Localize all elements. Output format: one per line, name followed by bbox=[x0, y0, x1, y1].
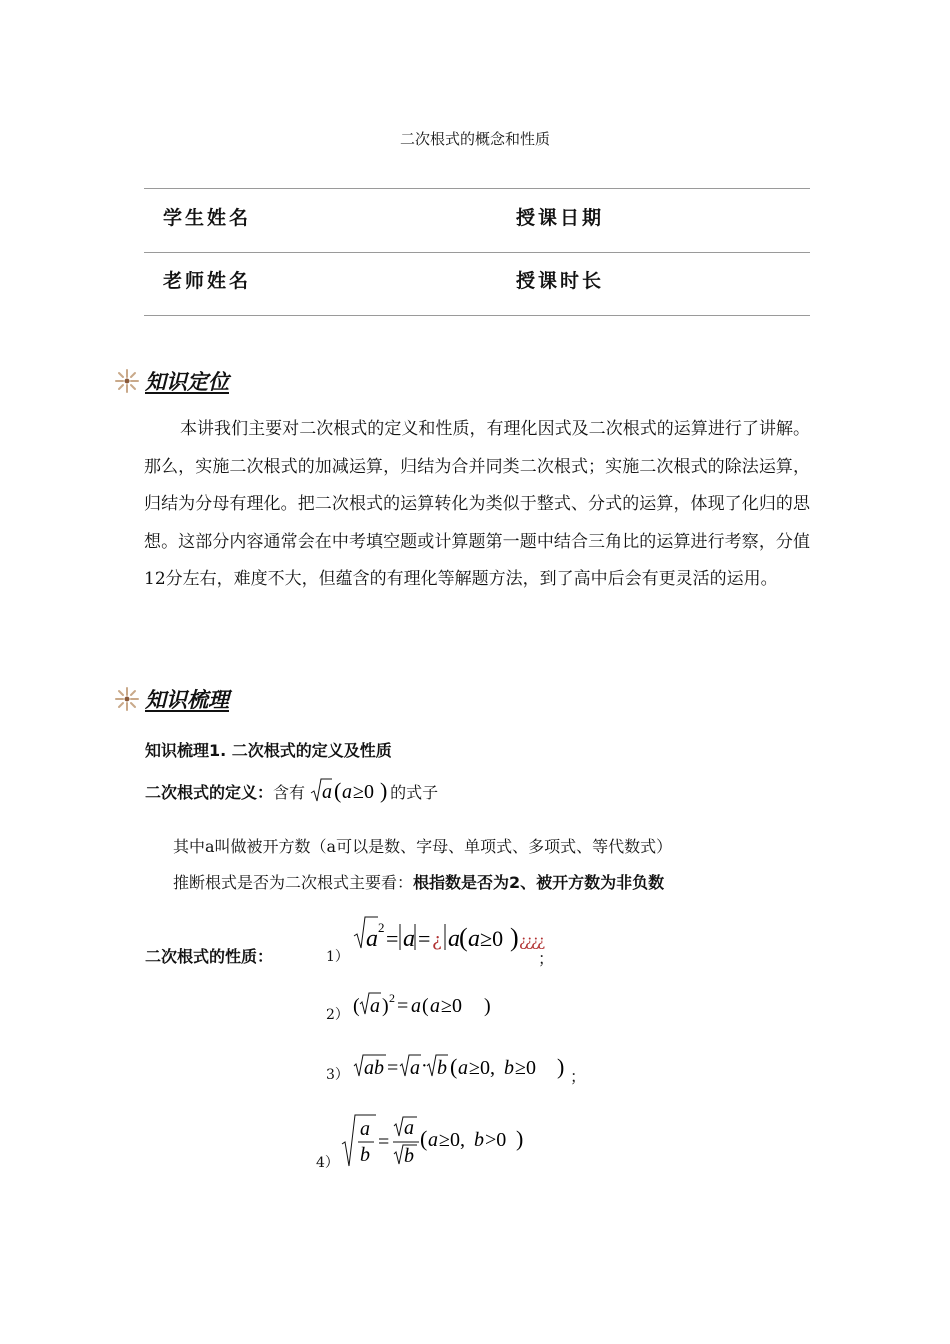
svg-text:(: ( bbox=[450, 1054, 458, 1079]
svg-text:(: ( bbox=[334, 778, 342, 803]
svg-text:): ) bbox=[380, 778, 388, 803]
svg-text:2: 2 bbox=[389, 991, 395, 1005]
svg-text:≥0,: ≥0, bbox=[469, 1057, 495, 1079]
criteria-prefix: 推断根式是否为二次根式主要看： bbox=[173, 873, 414, 892]
svg-text:b: b bbox=[360, 1144, 370, 1166]
properties-label: 二次根式的性质： bbox=[145, 947, 274, 966]
svg-text:a: a bbox=[428, 1129, 438, 1151]
property-formula-3 bbox=[352, 1050, 582, 1084]
svg-text:(: ( bbox=[420, 1126, 428, 1151]
lesson-duration-label: 授课时长 bbox=[516, 270, 605, 292]
svg-text:a: a bbox=[403, 926, 415, 952]
svg-text:b: b bbox=[404, 1145, 414, 1167]
svg-text:a: a bbox=[411, 995, 421, 1017]
definition-suffix: 的式子 bbox=[390, 783, 439, 802]
svg-text:): ) bbox=[484, 995, 491, 1017]
definition-prefix: 含有 bbox=[273, 783, 306, 802]
property-formula-2 bbox=[352, 988, 502, 1022]
section-heading-knowledge-positioning: 知识定位 bbox=[145, 370, 229, 394]
svg-text:a: a bbox=[430, 995, 440, 1017]
svg-text:¿¿¿¿: ¿¿¿¿ bbox=[519, 932, 544, 950]
svg-text:): ) bbox=[510, 923, 519, 952]
svg-text:a: a bbox=[366, 926, 378, 952]
svg-text:>0: >0 bbox=[485, 1129, 507, 1151]
property-suffix: ； bbox=[570, 1067, 587, 1086]
svg-text:=: = bbox=[386, 926, 399, 951]
svg-text:b: b bbox=[474, 1129, 484, 1151]
subheading-definition-properties: 知识梳理1. 二次根式的定义及性质 bbox=[145, 741, 392, 760]
radicand-note: 其中a叫做被开方数（a可以是数、字母、单项式、多项式、等代数式） bbox=[173, 837, 673, 856]
table-top-border bbox=[144, 188, 810, 189]
lesson-date-label: 授课日期 bbox=[516, 207, 605, 229]
intro-paragraph bbox=[144, 411, 810, 599]
property-formula-1 bbox=[352, 912, 547, 958]
property-number: 4） bbox=[316, 1155, 339, 1171]
svg-text:=: = bbox=[387, 1057, 399, 1079]
sparkle-icon bbox=[114, 686, 140, 712]
svg-text:=: = bbox=[397, 995, 409, 1017]
svg-text:≥0,: ≥0, bbox=[439, 1129, 465, 1151]
svg-text:a: a bbox=[322, 781, 333, 803]
table-bottom-border bbox=[144, 315, 810, 316]
definition-line bbox=[145, 776, 438, 806]
svg-text:¿: ¿ bbox=[432, 930, 442, 951]
criteria-bold: 根指数是否为2、被开方数为非负数 bbox=[413, 873, 665, 892]
svg-text:a: a bbox=[410, 1057, 420, 1079]
svg-text:(: ( bbox=[459, 923, 468, 952]
svg-text:a: a bbox=[404, 1117, 414, 1139]
definition-formula bbox=[310, 776, 390, 806]
svg-text:a: a bbox=[458, 1057, 468, 1079]
property-formula-4 bbox=[340, 1112, 540, 1174]
svg-text:≥0: ≥0 bbox=[515, 1057, 536, 1079]
svg-text:=: = bbox=[418, 926, 431, 951]
svg-text:≥0: ≥0 bbox=[480, 926, 504, 951]
sparkle-icon bbox=[114, 368, 140, 394]
student-name-label: 学生姓名 bbox=[163, 207, 252, 229]
property-number: 1） bbox=[326, 949, 349, 965]
svg-text:a: a bbox=[360, 1118, 370, 1140]
svg-text:a: a bbox=[468, 926, 480, 952]
property-suffix: ； bbox=[538, 949, 555, 968]
svg-text:ab: ab bbox=[364, 1057, 384, 1079]
svg-text:a: a bbox=[370, 995, 380, 1017]
svg-text:≥0: ≥0 bbox=[441, 995, 462, 1017]
document-title: 二次根式的概念和性质 bbox=[399, 130, 550, 148]
criteria-note bbox=[173, 870, 664, 893]
svg-text:=: = bbox=[378, 1131, 390, 1153]
svg-text:(: ( bbox=[353, 995, 360, 1017]
svg-text:b: b bbox=[504, 1057, 514, 1079]
section-heading-knowledge-review: 知识梳理 bbox=[145, 688, 229, 712]
svg-text:a: a bbox=[448, 926, 460, 952]
intro-text: 本讲我们主要对二次根式的定义和性质，有理化因式及二次根式的运算进行了讲解。那么，实施二次根式的加减运算，归结为合并同类二次根式；实施二次根式的除法运算，归结为分母有理化。把二次根式的运算转化为类似于整式、分式的运算，体现了化归的思想。这部分内容通常会在中考填空题或计算题第一题中结合三角比的运算进行考察，分值12分左右，难度不大，但蕴含的有理化等解题方法，到了高中后会有更灵活的运用。 bbox=[144, 419, 810, 589]
svg-text:2: 2 bbox=[378, 920, 385, 935]
teacher-name-label: 老师姓名 bbox=[163, 270, 252, 292]
property-number: 3） bbox=[326, 1067, 349, 1083]
svg-text:): ) bbox=[382, 995, 389, 1017]
property-number: 2） bbox=[326, 1007, 349, 1023]
svg-text:b: b bbox=[437, 1057, 447, 1079]
svg-text:(: ( bbox=[422, 995, 429, 1017]
svg-text:a: a bbox=[342, 781, 353, 803]
table-middle-border bbox=[144, 252, 810, 253]
svg-text:≥0: ≥0 bbox=[353, 781, 375, 803]
svg-text:): ) bbox=[557, 1054, 565, 1079]
svg-text:): ) bbox=[516, 1126, 524, 1151]
definition-label: 二次根式的定义： bbox=[145, 783, 274, 802]
svg-text:·: · bbox=[421, 1055, 428, 1077]
